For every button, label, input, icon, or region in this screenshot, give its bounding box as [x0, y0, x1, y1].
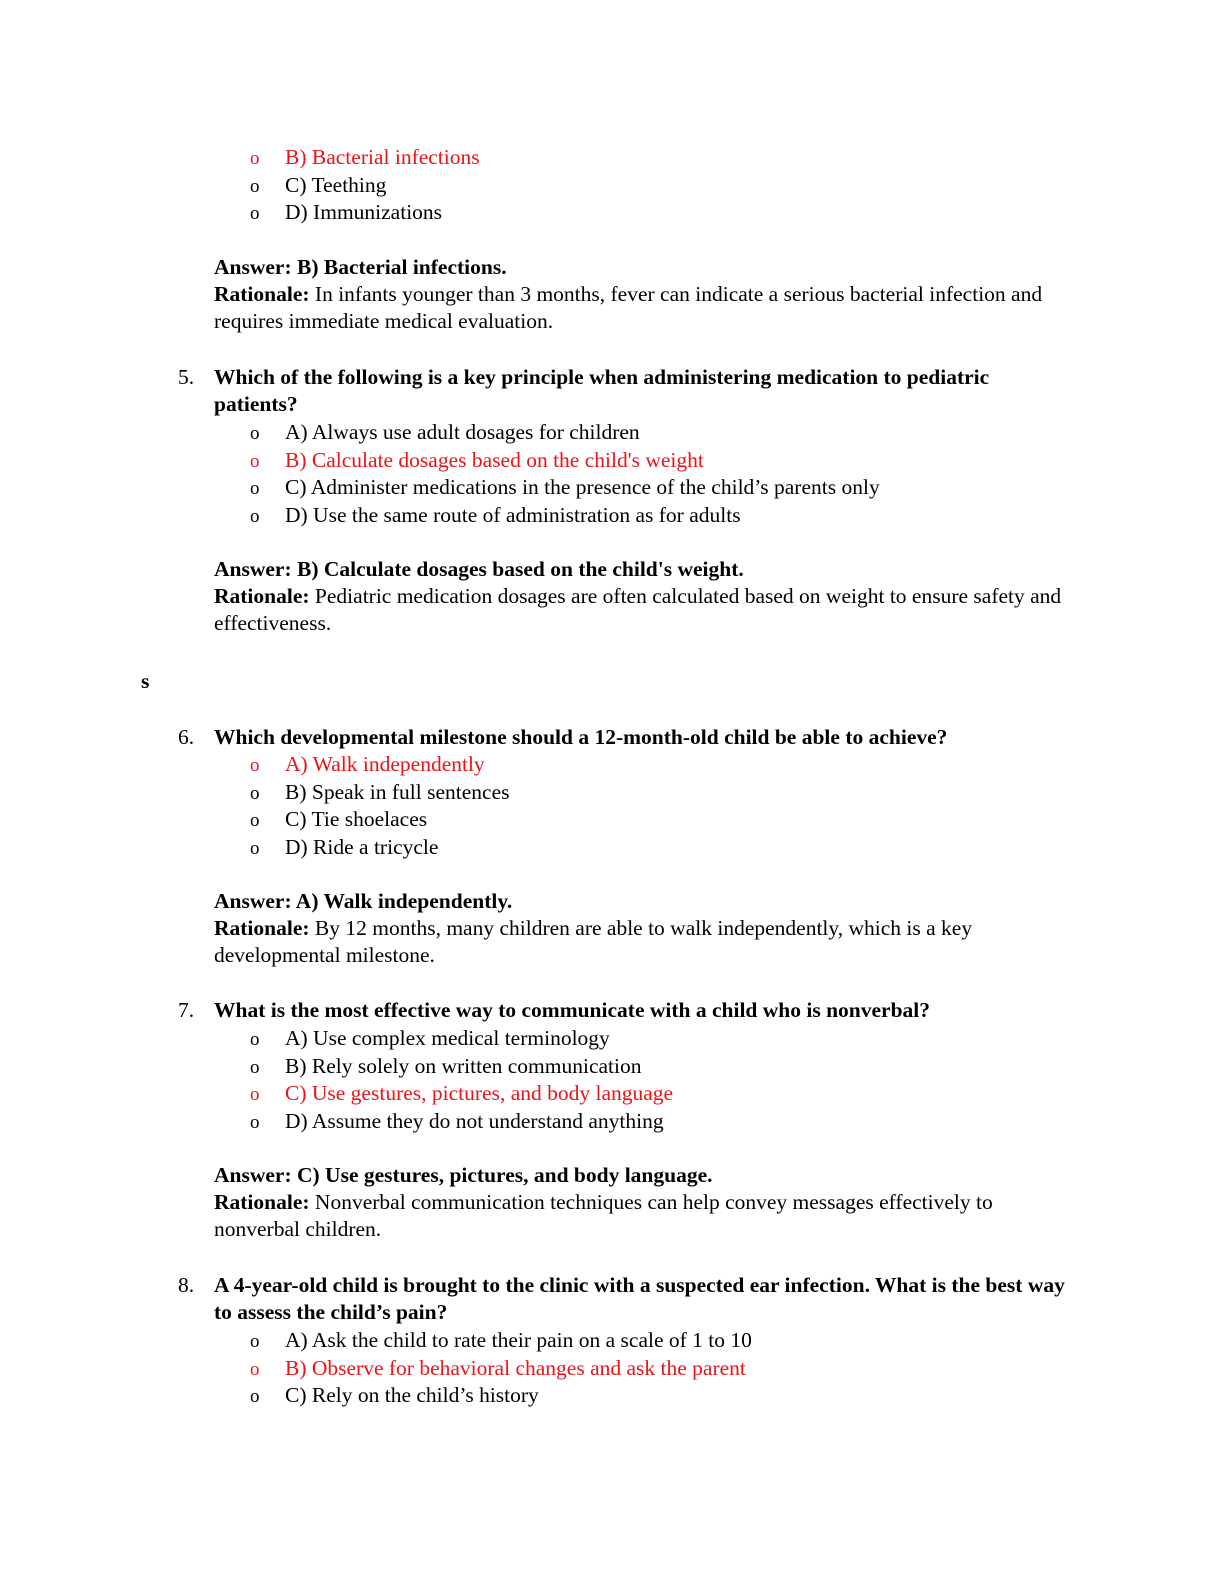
option-correct — [250, 144, 1110, 172]
option — [250, 1382, 1110, 1410]
option-correct — [250, 1355, 1110, 1383]
question-text: Which of the following is a key principle when administering medication to pediatric patients? — [214, 365, 990, 416]
rationale-label: Rationale: — [214, 916, 310, 940]
bullet-icon: o — [250, 782, 260, 804]
q7-answer-block — [214, 1162, 1074, 1243]
option-label: A) Walk independently — [285, 752, 485, 776]
option-correct — [250, 447, 1110, 475]
answer-line: Answer: C) Use gestures, pictures, and body language. — [214, 1163, 713, 1187]
bullet-icon: o — [250, 1084, 260, 1105]
bullet-icon: o — [250, 148, 260, 169]
option — [250, 834, 1110, 862]
answer-line: Answer: B) Calculate dosages based on the child's weight. — [214, 557, 744, 581]
bullet-icon: o — [250, 1331, 260, 1352]
rationale — [214, 583, 1074, 637]
answer-line: Answer: A) Walk independently. — [214, 889, 513, 913]
option-label: D) Ride a tricycle — [285, 834, 439, 859]
rationale-text: By 12 months, many children are able to walk independently, which is a key developmental milestone. — [214, 916, 973, 967]
rationale — [214, 1189, 1074, 1243]
option-label: D) Immunizations — [285, 200, 443, 224]
question-number: 5. — [178, 365, 195, 389]
option-label: B) Observe for behavioral changes and ask the parent — [285, 1355, 746, 1380]
option-label: A) Use complex medical terminology — [285, 1026, 610, 1050]
rationale-label: Rationale: — [214, 584, 310, 608]
option-label: C) Tie shoelaces — [285, 807, 428, 831]
option-label: C) Teething — [285, 172, 387, 197]
option-label: D) Use the same route of administration as for adults — [285, 502, 741, 527]
question-number: 8. — [178, 1273, 195, 1297]
option — [250, 1053, 1110, 1081]
bullet-icon: o — [250, 175, 260, 197]
bullet-icon: o — [250, 1029, 260, 1050]
option-label: B) Bacterial infections — [285, 145, 480, 169]
option-correct — [250, 1080, 1110, 1108]
option-correct — [250, 751, 1110, 779]
bullet-icon: o — [250, 1386, 260, 1407]
q8-options — [250, 1327, 1110, 1410]
option — [250, 779, 1110, 807]
option — [250, 474, 1110, 502]
option — [250, 502, 1110, 530]
rationale-text: In infants younger than 3 months, fever can indicate a serious bacterial infection and requires immediate medical evaluation. — [214, 282, 1043, 333]
question-text: Which developmental milestone should a 12-month-old child be able to achieve? — [214, 725, 948, 749]
rationale — [214, 915, 1074, 969]
bullet-icon: o — [250, 505, 260, 527]
rationale — [214, 281, 1074, 335]
q5-options — [250, 419, 1110, 529]
question-text: A 4-year-old child is brought to the clinic with a suspected ear infection. What is the best way to assess the child’s pain? — [214, 1273, 1065, 1324]
option — [250, 806, 1110, 834]
q4-options — [250, 144, 1110, 227]
q7-options — [250, 1025, 1110, 1135]
q5-answer-block — [214, 556, 1074, 637]
bullet-icon: o — [250, 423, 260, 444]
option — [250, 1327, 1110, 1355]
option-label: C) Rely on the child’s history — [285, 1383, 539, 1407]
option — [250, 172, 1110, 200]
option-label: B) Speak in full sentences — [285, 779, 510, 804]
option-label: A) Ask the child to rate their pain on a scale of 1 to 10 — [285, 1328, 752, 1352]
question-number: 7. — [178, 998, 195, 1022]
option — [250, 419, 1110, 447]
bullet-icon: o — [250, 450, 260, 472]
bullet-icon: o — [250, 1358, 260, 1380]
option-label: C) Use gestures, pictures, and body language — [285, 1081, 674, 1105]
option-label: A) Always use adult dosages for children — [285, 420, 640, 444]
option-label: D) Assume they do not understand anything — [285, 1108, 664, 1133]
stray-character: s — [141, 669, 150, 693]
option — [250, 199, 1110, 227]
option-label: B) Rely solely on written communication — [285, 1053, 642, 1078]
bullet-icon: o — [250, 755, 260, 776]
rationale-label: Rationale: — [214, 1190, 310, 1214]
bullet-icon: o — [250, 837, 260, 859]
bullet-icon: o — [250, 1111, 260, 1133]
q6-answer-block — [214, 888, 1074, 969]
rationale-text: Pediatric medication dosages are often calculated based on weight to ensure safety and effectiveness. — [214, 584, 1062, 635]
option-label: B) Calculate dosages based on the child's weight — [285, 447, 704, 472]
bullet-icon: o — [250, 478, 260, 499]
rationale-label: Rationale: — [214, 282, 310, 306]
option-label: C) Administer medications in the presence of the child’s parents only — [285, 475, 880, 499]
q4-answer-block — [214, 254, 1074, 335]
option — [250, 1108, 1110, 1136]
bullet-icon: o — [250, 1056, 260, 1078]
bullet-icon: o — [250, 810, 260, 831]
rationale-text: Nonverbal communication techniques can help convey messages effectively to nonverbal children. — [214, 1190, 993, 1241]
option — [250, 1025, 1110, 1053]
question-number: 6. — [178, 725, 195, 749]
question-text: What is the most effective way to communicate with a child who is nonverbal? — [214, 998, 931, 1022]
q6-options — [250, 751, 1110, 861]
answer-line: Answer: B) Bacterial infections. — [214, 255, 507, 279]
bullet-icon: o — [250, 203, 260, 224]
